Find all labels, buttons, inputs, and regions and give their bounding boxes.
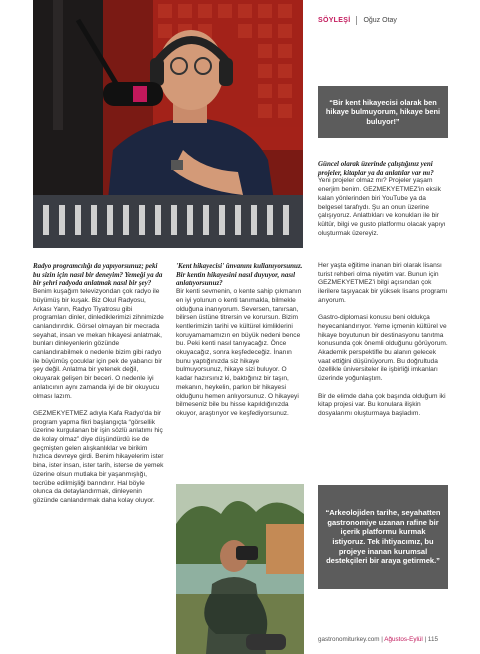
page-footer <box>318 636 458 643</box>
column-1 <box>33 262 164 514</box>
photographer-photo <box>176 484 304 654</box>
radio-studio-photo <box>33 0 303 248</box>
pull-quote-bottom: “Arkeolojiden tarihe, seyahatten gastronomiye uzanan rafine bir içerik platformu kurmak istiyoruz. Tek ihtiyacımız, bu projeye inanan kurumsal destekçileri bir araya getirmek.” <box>318 485 448 589</box>
header-divider <box>356 16 357 25</box>
col3-para-2: Gastro-diplomasi konusu beni oldukça heyecanlandırıyor. Yeme içmenin kültürel ve hikaye boyutunun bir destinasyonu tanıtma konusunda çok önemli olduğunu görüyorum. Akademik perspektifle bu alanın gelecek vaat ettiğini düşünüyorum. Bu doğrultuda özellikle üniversiteler ile işbirliği imkanları üzerinde yoğunlaştım. <box>318 314 448 383</box>
author-name: Oğuz Otay <box>363 16 397 24</box>
column-2 <box>176 262 304 427</box>
section-header <box>318 11 453 29</box>
footer-divider-2: | <box>424 636 428 643</box>
answer-city-storyteller: Bir kenti sevmenin, o kente sahip çıkmanın en iyi yolunun o kenti tanımakla, bilmekle olduğuna inanıyorum. Seversen, tanırsan, bilirsen üstüne titrersin ve korursun. Bizim kentlerimizin tarihi ve kültürel kimliklerini koruyamamamızın en büyük nedeni bence bu. Peki kenti nasıl tanıyacağız. Önce okuyacağız, sonra keşfedeceğiz. İnanın bunu yaptığınızda siz hikaye bulmuyorsunuz, hikaye sizi buluyor. O kadar hazırsınız ki, baktığınız bir taşın, mekanın, heykelin, parkın bir hikayesi olduğunu hemen anlıyorsunuz. O hikayeyi bilmeseniz bile bu hisse kapıldığınızda okuyor, araştırıyor ve keşfediyorsunuz. <box>176 288 302 417</box>
question-projects: Güncel olarak üzerinde çalıştığınız yeni projeler, kitaplar ya da anlatılar var mı? <box>318 160 434 177</box>
column-3 <box>318 262 449 427</box>
page-number: 115 <box>427 636 438 643</box>
pull-quote-top: “Bir kent hikayecisi olarak ben hikaye bulmuyorum, hikaye beni buluyor!” <box>318 86 448 138</box>
question-city-storyteller: 'Kent hikayecisi' ünvanını kullanıyorsunuz. Bir kentin hikayesini nasıl duyuyor, nasıl anlatıyorsunuz? <box>176 262 303 288</box>
answer-radio-para-2: GEZMEKYETMEZ adıyla Kafa Radyo'da bir program yapma fikri başlangıçta “görsellik üzerine kurgulanan bir işin sözlü anlatımı hiç de kolay olmaz” diye düşündürdü ise de geçmişten gelen alışkanlıklar ve birikim hızlıca devreye girdi. Benim hikayelerim ister bina, ister insan, ister tarih, isterse de yemek üzerine olsun mutlaka bir yaşanmışlığı, tecrübe edilmişliği barındırır. Hal böyle olunca da detaylandırmak, dinleyenin gözünde canlandırmak daha kolay oluyor. <box>33 409 164 504</box>
footer-issue: Ağustos-Eylül <box>384 636 423 643</box>
footer-divider: | <box>381 636 385 643</box>
section-label: SÖYLEŞİ <box>318 16 351 24</box>
col3-para-3: Bir de elimde daha çok başında olduğum iki kitap projesi var. Bu konulara ilişkin dosyalarımı oluşturmaya başladım. <box>318 392 446 417</box>
question-radio: Radyo programcılığı da yapıyorsunuz; peki bu sizin için nasıl bir deneyim? Yemeği ya da bir şehri radyoda anlatmak nasıl bir şey? <box>33 262 163 288</box>
footer-site: gastronomiturkey.com <box>318 636 380 643</box>
answer-projects: Yeni projeler olmaz mı? Projeler yaşam enerjim benim. GEZMEKYETMEZ'in eksik kalan yönlerinden biri YouTube ya da belgesel tarafıydı. Şu an onun üzerine çalışıyoruz. Anlattıkları ve konukları ile bir kültür, bilgi ve gusto platformu olacak yapıyı oluşturmak üzereyiz. <box>318 177 446 237</box>
column-3-top <box>318 160 449 247</box>
col3-para-1: Her yaşta eğitime inanan biri olarak lisansı turist rehberi olma niyetim var. Bunun için GEZMEKYETMEZ'i bilgi açısından çok ilerilere taşıyacak bir yüksek lisans programı arıyorum. <box>318 262 448 304</box>
answer-radio-para-1: Benim kuşağım televizyondan çok radyo ile büyümüş bir kuşak. Biz Okul Radyosu, Arkası Yarın, Radyo Tiyatrosu gibi programları dinler, dinlediklerimizi zihnimizde canlandırırdık. Görsel olmayan bir mecrada seyahat, insan ve mekan hikayesi anlatmak, bunları dinleyenlerin gözünde canlandırabilmek o nedenle bizim gibi radyo ile büyümüş çocuklar için pek de yabancı bir şey değil. Anlatma bir yetenek değil, okuyarak gelişen bir beceri. O nedenle iyi anlatıcının aynı zamanda iyi de bir okuyucu olması lazım. <box>33 288 164 400</box>
